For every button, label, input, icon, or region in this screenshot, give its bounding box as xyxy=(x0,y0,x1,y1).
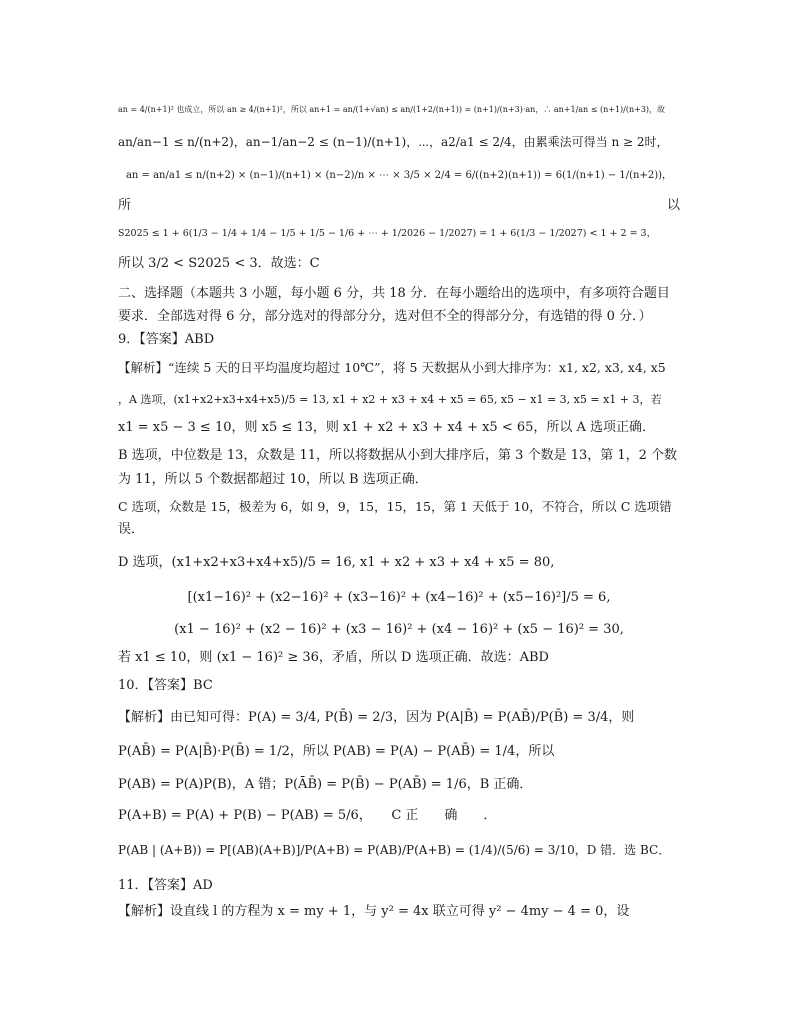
line-1: an = 4/(n+1)² 也成立，所以 an ≥ 4/(n+1)²，所以 an+1 = an/(1+√an) ≤ an/(1+2/(n+1)) = (n+1)/(n+3)·an，∴ an+1/an ≤ (n+1)/(n+3)，故 xyxy=(118,105,666,114)
line-4 xyxy=(118,196,680,216)
line-18: [(x1−16)² + (x2−16)² + (x3−16)² + (x4−16)² + (x5−16)²]/5 = 6, xyxy=(187,590,611,605)
line-15: C 选项，众数是 15，极差为 6，如 9，9，15，15，15，第 1 天低于 10，不符合，所以 C 选项错 xyxy=(118,499,672,514)
answer-9: 9．【答案】ABD xyxy=(118,332,215,347)
line-2: an/an−1 ≤ n/(n+2)，an−1/an−2 ≤ (n−1)/(n+1)，⋯，a2/a1 ≤ 2/4，由累乘法可得当 n ≥ 2时， xyxy=(118,135,669,149)
line-22: 【解析】由已知可得：P(A) = 3/4, P(B̄) = 2/3，因为 P(A|B̄) = P(AB̄)/P(B̄) = 3/4，则 xyxy=(118,710,635,725)
line-24: P(AB) = P(A)P(B)，A 错；P(ĀB̄) = P(B̄) − P(AB̄) = 1/6，B 正确． xyxy=(118,777,533,792)
line-14: 为 11，所以 5 个数据都超过 10，所以 B 选项正确． xyxy=(118,472,428,487)
answer-10: 10．【答案】BC xyxy=(118,678,213,693)
line-4-left: 所 xyxy=(118,198,132,213)
line-5: S2025 ≤ 1 + 6(1/3 − 1/4 + 1/4 − 1/5 + 1/5 − 1/6 + ⋯ + 1/2026 − 1/2027) = 1 + 6(1/3 − 1/2027) < 1 + 2 = 3， xyxy=(118,228,657,239)
line-4-right: 以 xyxy=(666,198,680,213)
answer-11: 11．【答案】AD xyxy=(118,878,213,893)
line-17: D 选项，(x1+x2+x3+x4+x5)/5 = 16, x1 + x2 + x3 + x4 + x5 = 80, xyxy=(118,555,555,570)
line-26: P(AB | (A+B)) = P[(AB)(A+B)]/P(A+B) = P(AB)/P(A+B) = (1/4)/(5/6) = 3/10，D 错．选 BC． xyxy=(118,843,671,857)
line-28: 【解析】设直线 l 的方程为 x = my + 1，与 y² = 4x 联立可得 y² − 4my − 4 = 0，设 xyxy=(118,904,630,919)
line-3: an = an/a1 ≤ n/(n+2) × (n−1)/(n+1) × (n−2)/n × ⋯ × 3/5 × 2/4 = 6/((n+2)(n+1)) = 6(1/(n+1) − 1/(n+2))， xyxy=(125,170,673,181)
section-heading-1: 二、选择题（本题共 3 小题，每小题 6 分，共 18 分．在每小题给出的选项中，有多项符合题目 xyxy=(118,286,670,301)
line-11: ，A 选项，(x1+x2+x3+x4+x5)/5 = 13, x1 + x2 + x3 + x4 + x5 = 65, x5 − x1 = 3, x5 = x1 + 3，若 xyxy=(118,393,662,406)
line-6: 所以 3/2 < S2025 < 3．故选：C xyxy=(118,256,320,271)
line-19: (x1 − 16)² + (x2 − 16)² + (x3 − 16)² + (x4 − 16)² + (x5 − 16)² = 30, xyxy=(174,622,624,637)
line-16: 误． xyxy=(118,522,145,537)
line-10: 【解析】“连续 5 天的日平均温度均超过 10℃”，将 5 天数据从小到大排序为：x1, x2, x3, x4, x5 xyxy=(118,360,666,375)
line-25: P(A+B) = P(A) + P(B) − P(AB) = 5/6， C 正 确 ． xyxy=(118,808,497,823)
line-12: x1 = x5 − 3 ≤ 10，则 x5 ≤ 13，则 x1 + x2 + x3 + x4 + x5 < 65，所以 A 选项正确． xyxy=(118,420,656,435)
line-23: P(AB̄) = P(A|B̄)·P(B̄) = 1/2，所以 P(AB) = P(A) − P(AB̄) = 1/4，所以 xyxy=(118,744,555,759)
section-heading-2: 要求．全部选对得 6 分，部分选对的得部分分，选对但不全的得部分分，有选错的得 0 分．） xyxy=(118,309,652,324)
line-13: B 选项，中位数是 13，众数是 11，所以将数据从小到大排序后，第 3 个数是 13，第 1，2 个数 xyxy=(118,448,678,463)
line-20: 若 x1 ≤ 10，则 (x1 − 16)² ≥ 36，矛盾，所以 D 选项正确．故选：ABD xyxy=(118,650,549,665)
